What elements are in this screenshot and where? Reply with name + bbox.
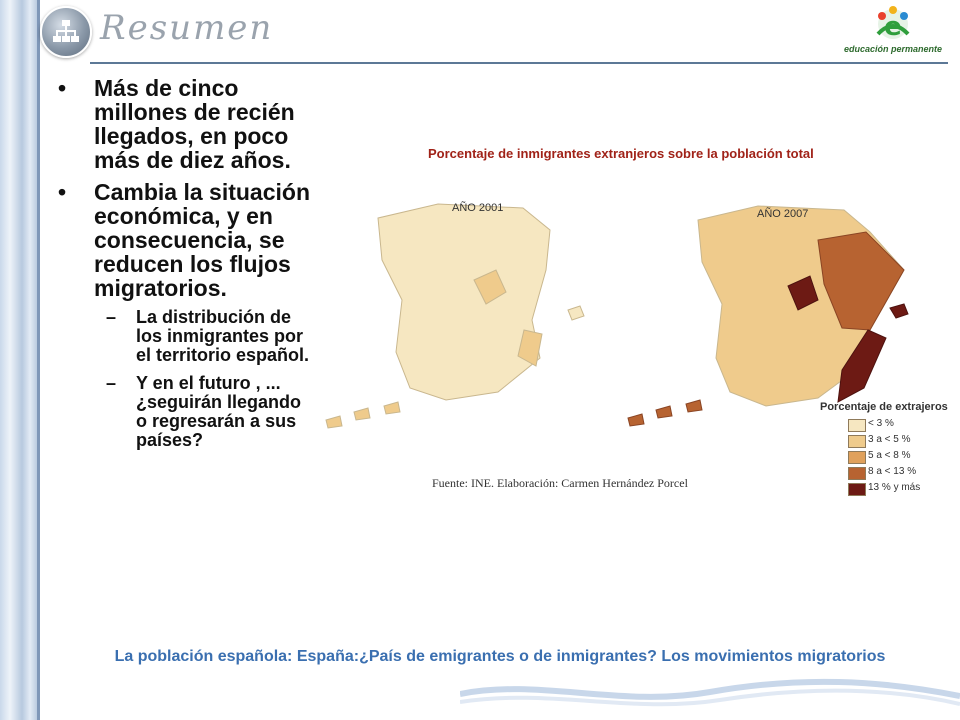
bullet-item — [58, 180, 316, 300]
map-title: Porcentaje de inmigrantes extranjeros sobre la población total — [428, 146, 814, 161]
legend-label: 3 a < 5 % — [868, 434, 911, 445]
legend-item — [848, 466, 958, 480]
bullet-text: Más de cinco millones de recién llegados, en poco más de diez años. — [94, 75, 295, 173]
subbullet-mark: – — [106, 373, 117, 393]
subbullet-item — [106, 374, 316, 450]
map-2001-peninsula — [378, 204, 550, 400]
legend-item — [848, 434, 958, 448]
legend-swatch — [848, 451, 866, 464]
legend-swatch — [848, 419, 866, 432]
legend-item — [848, 418, 958, 432]
legend-swatch — [848, 483, 866, 496]
map-source: Fuente: INE. Elaboración: Carmen Hernández Porcel — [432, 476, 688, 490]
legend-label: < 3 % — [868, 418, 894, 429]
legend-title: Porcentaje de extrajeros — [820, 401, 948, 413]
legend-swatch — [848, 467, 866, 480]
legend-label: 5 a < 8 % — [868, 450, 911, 461]
year-label-2001: AÑO 2001 — [452, 202, 504, 214]
subbullet-mark: – — [106, 307, 117, 327]
legend-swatch — [848, 435, 866, 448]
subbullet-item — [106, 308, 316, 365]
logo-caption: educación permanente — [843, 44, 943, 54]
map-2007-balearics — [890, 304, 908, 318]
map-2001-balearics — [568, 306, 584, 320]
bullet-mark: • — [58, 75, 67, 101]
bullet-text: Cambia la situación económica, y en consecuencia, se reducen los flujos migratorios. — [94, 179, 311, 301]
footer-caption: La población española: España:¿País de emigrantes o de inmigrantes? Los movimientos migratorios — [114, 648, 886, 665]
sitemap-icon — [40, 6, 92, 58]
legend-label: 13 % y más — [868, 482, 921, 493]
bullet-list — [58, 76, 316, 459]
legend-item — [848, 450, 958, 464]
header-divider — [90, 62, 948, 64]
logo-letter: e — [884, 12, 902, 42]
subbullet-text: Y en el futuro , ... ¿seguirán llegando o regresarán a sus países? — [136, 373, 302, 450]
legend-item — [848, 482, 958, 496]
subbullet-text: La distribución de los inmigrantes por el territorio español. — [136, 307, 310, 365]
map-2007-canaries — [628, 400, 702, 426]
bullet-mark: • — [58, 179, 67, 205]
page-title: Resumen — [100, 8, 274, 48]
year-label-2007: AÑO 2007 — [757, 208, 809, 220]
decorative-swirl — [460, 672, 960, 716]
left-decorative-strip — [0, 0, 40, 720]
bullet-item — [58, 76, 316, 172]
legend-label: 8 a < 13 % — [868, 466, 917, 477]
map-2001-canaries — [326, 402, 400, 428]
